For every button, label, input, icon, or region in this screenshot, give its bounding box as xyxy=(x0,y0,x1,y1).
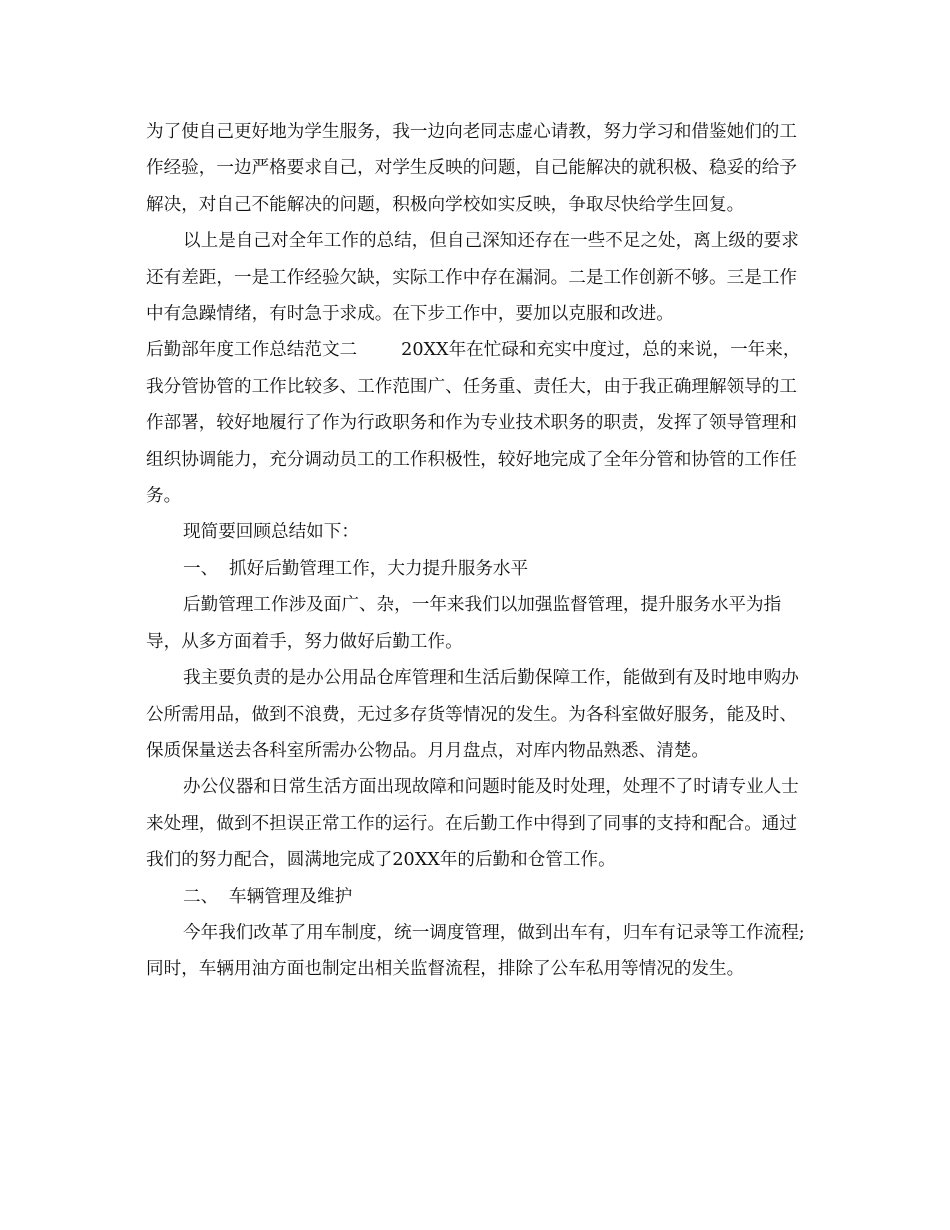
heading-vehicles xyxy=(146,879,806,915)
paragraph-equipment: 办公仪器和日常生活方面出现故障和问题时能及时处理，处理不了时请专业人士来处理，做到不担误正常工作的运行。在后勤工作中得到了同事的支持和配合。通过我们的努力配合，圆满地完成了20XX年的后勤和仓管工作。 xyxy=(146,777,799,871)
heading-logistics xyxy=(146,551,806,587)
summary-lead: 现简要回顾总结如下： xyxy=(183,522,359,543)
paragraph-warehouse: 我主要负责的是办公用品仓库管理和生活后勤保障工作，能做到有及时地申购办公所需用品，做到不浪费，无过多存货等情况的发生。为各科室做好服务，能及时、保质保量送去各科室所需办公物品。月月盘点，对库内物品熟悉、清楚。 xyxy=(146,668,799,761)
paragraph-service: 为了使自己更好地为学生服务，我一边向老同志虚心请教，努力学习和借鉴她们的工作经验，一边严格要求自己，对学生反映的问题，自己能解决的就积极、稳妥的给予解决，对自己不能解决的问题，积极向学校如实反映，争取尽快给学生回复。 xyxy=(146,122,797,215)
heading-number: 二、 xyxy=(183,886,219,907)
document-body xyxy=(146,114,806,988)
section-title: 后勤部年度工作总结范文二 xyxy=(146,340,358,361)
paragraph-vehicles: 今年我们改革了用车制度，统一调度管理，做到出车有，归车有记录等工作流程;同时，车辆用油方面也制定出相关监督流程，排除了公车私用等情况的发生。 xyxy=(146,922,805,980)
paragraph-logistics-overview: 后勤管理工作涉及面广、杂，一年来我们以加强监督管理，提升服务水平为指导，从多方面着手，努力做好后勤工作。 xyxy=(146,595,782,652)
heading-text: 车辆管理及维护 xyxy=(229,886,353,907)
paragraph-shortcomings: 以上是自己对全年工作的总结，但自己深知还存在一些不足之处，离上级的要求还有差距，一是工作经验欠缺，实际工作中存在漏洞。二是工作创新不够。三是工作中有急躁情绪，有时急于求成。在下步工作中，要加以克服和改进。 xyxy=(146,231,799,325)
heading-number: 一、 xyxy=(183,558,219,579)
section-intro: 20XX年在忙碌和充实中度过，总的来说，一年来，我分管协管的工作比较多、工作范围广、任务重、责任大，由于我正确理解领导的工作部署，较好地履行了作为行政职务和作为专业技术职务的职责，发挥了领导管理和组织协调能力，充分调动员工的工作积极性，较好地完成了全年分管和协管的工作任务。 xyxy=(146,340,801,507)
heading-text: 抓好后勤管理工作，大力提升服务水平 xyxy=(229,558,529,579)
section-title-paragraph xyxy=(146,332,806,514)
